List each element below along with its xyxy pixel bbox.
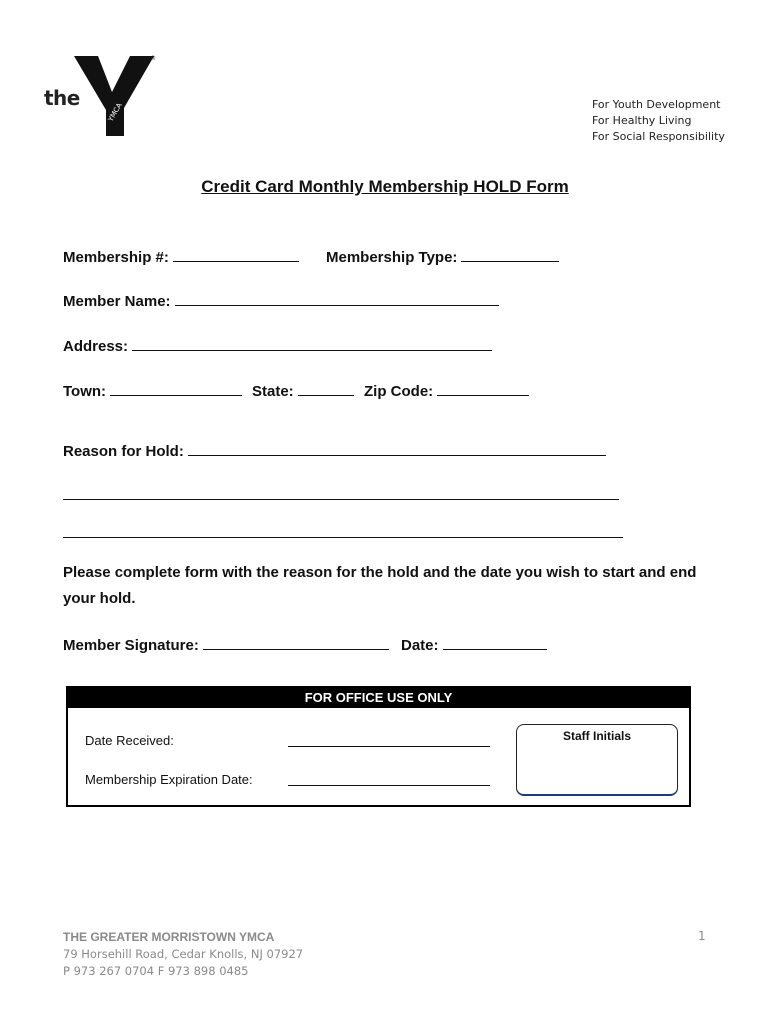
office-use-box	[66, 686, 691, 807]
signature-label: Member Signature:	[63, 637, 199, 654]
date-label: Date:	[401, 637, 439, 654]
reason-line-2[interactable]	[63, 499, 619, 500]
reason-line-3[interactable]	[63, 537, 623, 538]
zip-label: Zip Code:	[364, 383, 434, 400]
tagline-health: For Healthy Living	[592, 114, 692, 127]
zip-input[interactable]	[437, 381, 529, 396]
date-received-label: Date Received:	[85, 733, 174, 748]
instructions: Please complete form with the reason for the hold and the date you wish to start and end your hold.	[63, 564, 697, 607]
footer-org: THE GREATER MORRISTOWN YMCA	[63, 930, 275, 944]
expiration-label: Membership Expiration Date:	[85, 772, 253, 787]
membership-type-row	[326, 247, 559, 266]
state-label: State:	[252, 383, 294, 400]
reason-input[interactable]	[188, 441, 606, 456]
page-number: 1	[698, 929, 706, 943]
staff-initials-label: Staff Initials	[562, 729, 631, 743]
state-row	[252, 381, 354, 400]
membership-number-input[interactable]	[173, 247, 299, 262]
membership-type-input[interactable]	[461, 247, 559, 262]
town-label: Town:	[63, 383, 107, 400]
office-use-header: FOR OFFICE USE ONLY	[68, 688, 689, 708]
form-title: Credit Card Monthly Membership HOLD Form	[201, 177, 569, 196]
member-name-row	[63, 291, 499, 310]
ymca-y-mark-icon	[72, 52, 156, 140]
footer-address: 79 Horsehill Road, Cedar Knolls, NJ 07927	[63, 947, 304, 961]
membership-type-label: Membership Type:	[326, 249, 458, 266]
footer-phone: P 973 267 0704 F 973 898 0485	[63, 964, 249, 978]
membership-number-label: Membership #:	[63, 249, 169, 266]
address-row	[63, 336, 492, 355]
expiration-input[interactable]	[288, 785, 490, 786]
staff-initials-box[interactable]	[516, 724, 678, 796]
signature-row	[63, 635, 389, 654]
ymca-logo	[44, 52, 156, 140]
logo-ymca-text: YMCA	[106, 101, 124, 123]
date-row	[401, 635, 547, 654]
tagline-youth: For Youth Development	[592, 98, 721, 111]
date-received-input[interactable]	[288, 746, 490, 747]
logo-the-text: the	[44, 86, 80, 110]
footer	[63, 929, 303, 980]
membership-number-row	[63, 247, 299, 266]
member-name-input[interactable]	[175, 291, 499, 306]
zip-row	[364, 381, 529, 400]
town-row	[63, 381, 242, 400]
logo-registered-mark: ®	[150, 55, 156, 62]
member-name-label: Member Name:	[63, 293, 171, 310]
signature-input[interactable]	[203, 635, 389, 650]
address-input[interactable]	[132, 336, 492, 351]
date-input[interactable]	[443, 635, 547, 650]
reason-row	[63, 441, 606, 460]
address-label: Address:	[63, 338, 129, 355]
taglines	[592, 97, 725, 145]
reason-label: Reason for Hold:	[63, 443, 184, 460]
tagline-social: For Social Responsibility	[592, 130, 725, 143]
town-input[interactable]	[110, 381, 242, 396]
state-input[interactable]	[298, 381, 354, 396]
